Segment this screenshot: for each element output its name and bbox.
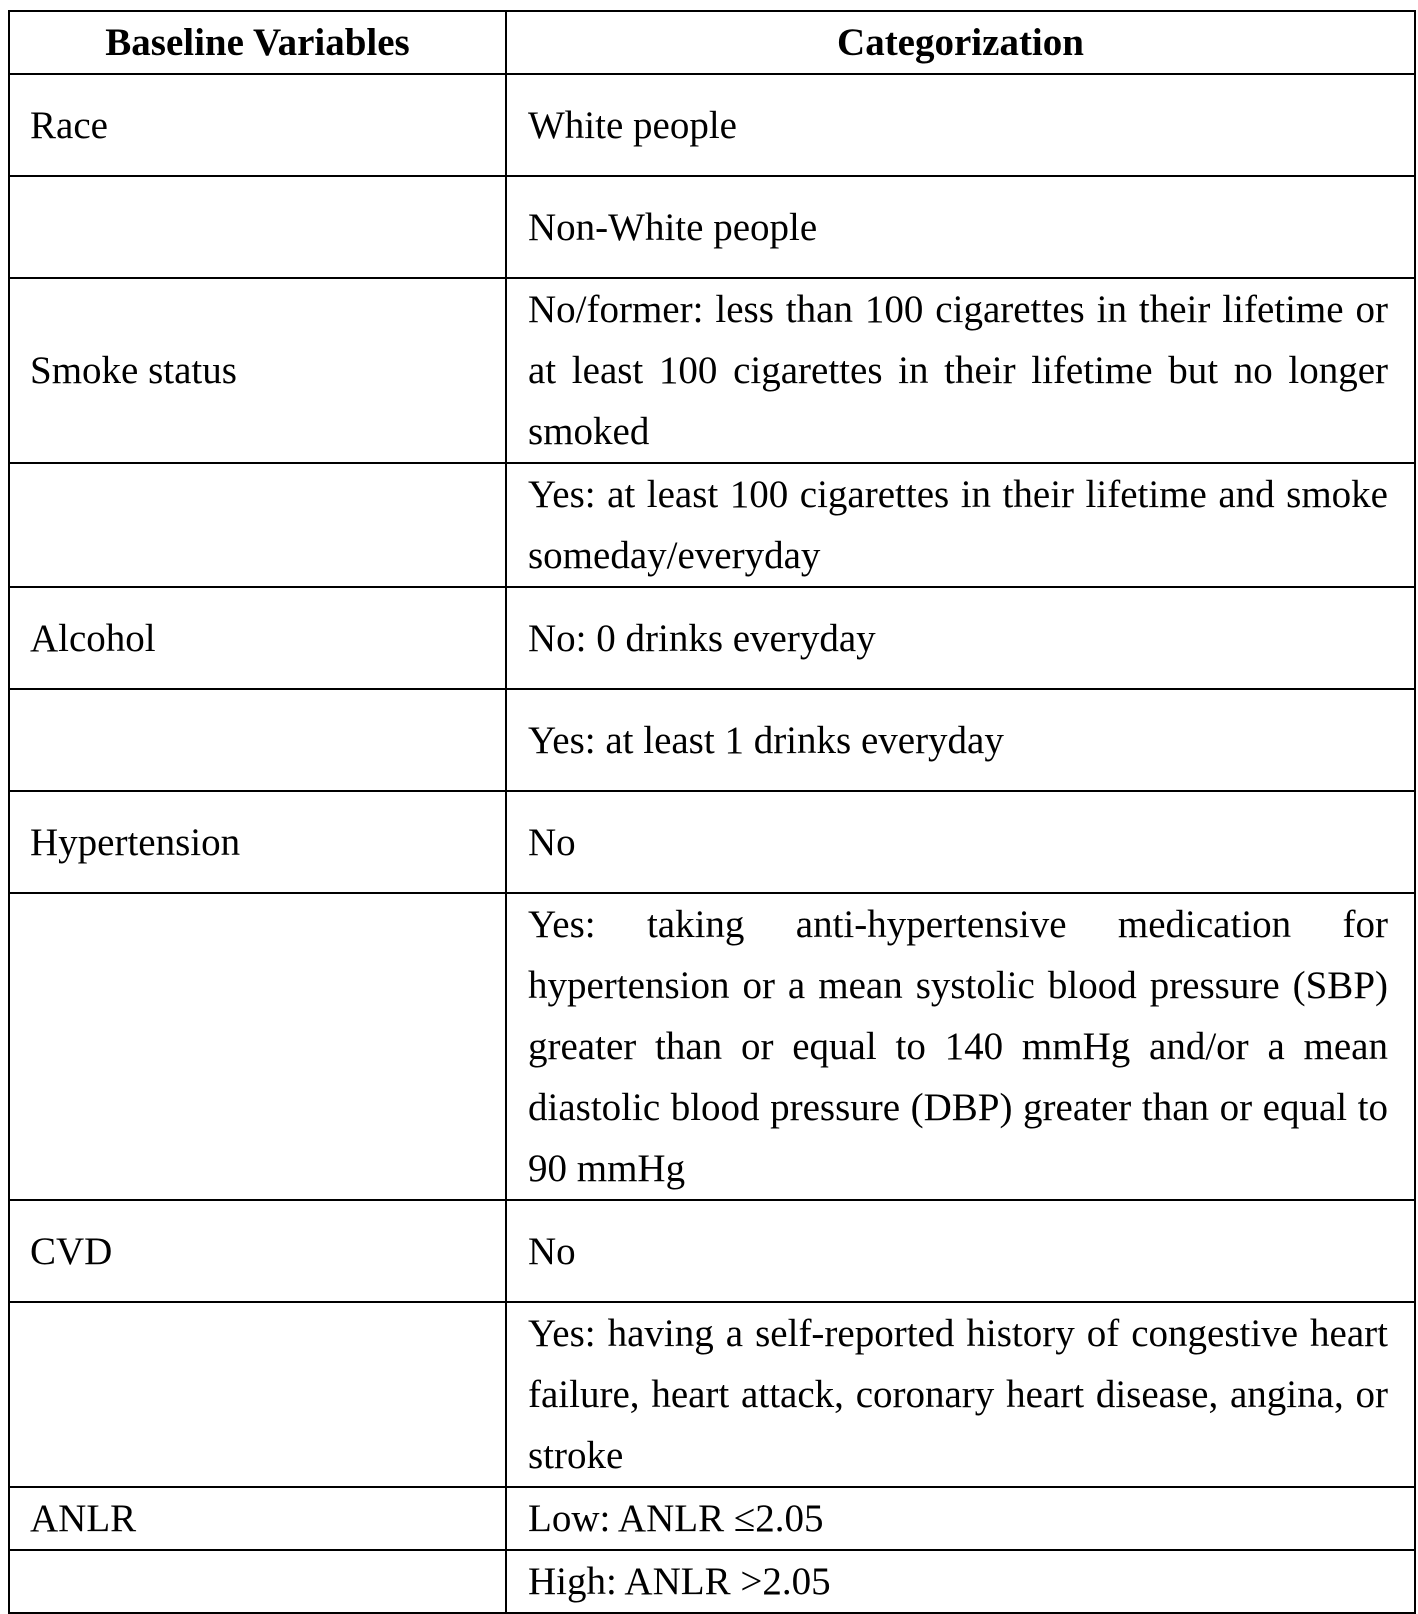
category-cell: Yes: at least 100 cigarettes in their lifetime and smoke someday/everyday [506,463,1415,587]
table-row [9,1550,1415,1613]
variable-cell: Hypertension [9,791,506,893]
variable-cell [9,689,506,791]
category-cell: No [506,791,1415,893]
table-header-row [9,11,1415,74]
baseline-variables-table [8,10,1416,1614]
column-header-baseline-variables: Baseline Variables [9,11,506,74]
variable-cell [9,463,506,587]
table-row [9,1487,1415,1550]
table-row [9,689,1415,791]
category-cell: Yes: taking anti-hypertensive medication for hypertension or a mean systolic blood pressure (SBP) greater than or equal to 140 mmHg and/or a mean diastolic blood pressure (DBP) greater than or equal to 90 mmHg [506,893,1415,1200]
table-row [9,1200,1415,1302]
category-cell: Non-White people [506,176,1415,278]
table-row [9,1302,1415,1487]
variable-cell: CVD [9,1200,506,1302]
variable-cell: ANLR [9,1487,506,1550]
table-row [9,176,1415,278]
category-cell: No [506,1200,1415,1302]
variable-cell [9,1550,506,1613]
category-cell: Low: ANLR ≤2.05 [506,1487,1415,1550]
category-cell: Yes: having a self-reported history of congestive heart failure, heart attack, coronary heart disease, angina, or stroke [506,1302,1415,1487]
table-row [9,893,1415,1200]
baseline-variables-table-container [8,10,1414,1604]
category-cell: Yes: at least 1 drinks everyday [506,689,1415,791]
variable-cell: Race [9,74,506,176]
table-row [9,278,1415,463]
table-row [9,587,1415,689]
variable-cell [9,1302,506,1487]
variable-cell [9,893,506,1200]
category-cell: White people [506,74,1415,176]
category-cell: High: ANLR >2.05 [506,1550,1415,1613]
table-row [9,463,1415,587]
table-row [9,791,1415,893]
variable-cell: Alcohol [9,587,506,689]
column-header-categorization: Categorization [506,11,1415,74]
variable-cell [9,176,506,278]
table-row [9,74,1415,176]
variable-cell: Smoke status [9,278,506,463]
category-cell: No: 0 drinks everyday [506,587,1415,689]
category-cell: No/former: less than 100 cigarettes in their lifetime or at least 100 cigarettes in their lifetime but no longer smoked [506,278,1415,463]
